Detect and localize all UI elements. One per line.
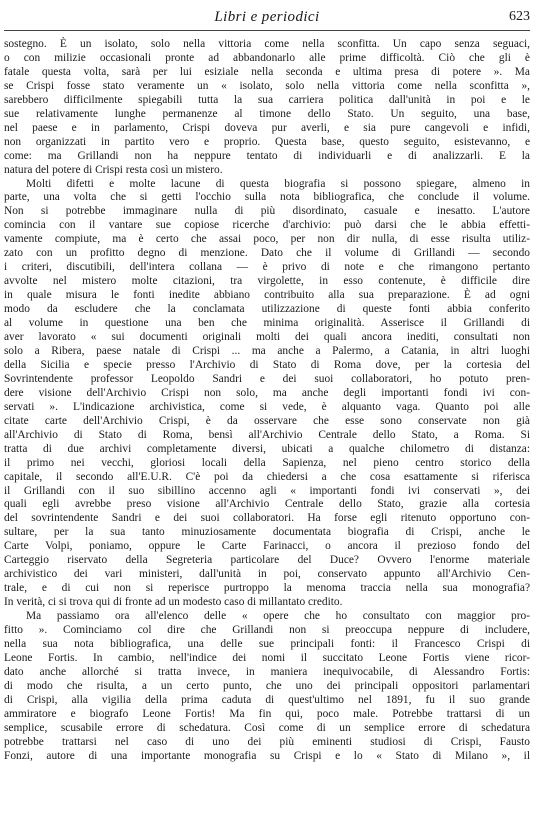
- text-line: nella sua nota bibliografica, una delle sue principali fonti: il Francesco Crispi di: [4, 637, 530, 650]
- text-line: se Crispi fosse stato veramente un « isolato, solo nella vittoria come nella sconfitta »,: [4, 79, 530, 92]
- text-line: Non si potrebbe immaginare nulla di più disordinato, casuale e inesatto. L'autore: [4, 205, 530, 218]
- text-line: Ma passiamo ora all'elenco delle « opere che ho consultato con maggior pro-: [26, 610, 530, 623]
- text-line: semplice, scusabile errore di schedatura. Così come di un semplice errore di schedatura: [4, 721, 530, 734]
- text-line: natura del potere di Crispi resta così un mistero.: [4, 163, 223, 176]
- text-line: potrebbe trattarsi nel caso di uno dei più eminenti studiosi di Crispi, Fausto: [4, 735, 530, 748]
- text-line: Leone Fortis. In cambio, nell'indice dei nomi il succitato Leone Fortis viene ricor-: [4, 651, 530, 664]
- text-line: Fonzi, autore di una importante monografia su Crispi e lo « Stato di Milano », il: [4, 749, 530, 762]
- running-header: [4, 8, 530, 31]
- text-line: Molti difetti e molte lacune di questa biografia si possono spiegare, almeno in: [26, 177, 530, 190]
- text-line: il Grillandi con il suo sibillino accenno agli « importanti fondi ivi conservati », dei: [4, 484, 530, 497]
- text-line: o con milizie occasionali pronte ad abbandonarlo alle prime difficoltà. Ciò che gli è: [4, 51, 530, 64]
- text-line: di modo che risulta, a un certo punto, che uno dei principali oppositori parlamentari: [4, 679, 530, 692]
- text-line: di Crispi, alla vigilia della prima caduta di quest'ultimo nel 1891, fu il suo grande: [4, 693, 530, 706]
- text-line: fatale questa volta, sarà per lui esiziale nella seconda e ultima presa di potere ». Ma: [4, 65, 530, 78]
- text-line: Carte Volpi, poniamo, oppure le Carte Farinacci, o ancora il prezioso fondo del: [4, 540, 530, 553]
- text-line: parte, una volta che si getti l'occhio sulla nota bibliografica, che conclude il volume.: [4, 191, 530, 204]
- text-line: della Sicilia e specie presso l'Archivio di Stato di Roma dove, per la cortesia del: [4, 358, 530, 371]
- text-line: sostegno. È un isolato, solo nella vittoria come nella sconfitta. Un capo senza seguaci,: [4, 38, 530, 50]
- text-line: servati ». L'indicazione archivistica, come si vede, è alquanto vaga. Quanto poi alle: [4, 400, 530, 413]
- text-line: in quale misura le fonti inedite abbiano contribuito alla sua preparazione. È ad ogni: [4, 289, 530, 302]
- text-line: come: ma Grillandi non ha neppure tentato di individuarli e di analizzarli. E la: [4, 149, 530, 162]
- text-line: al volume in questione una ben che minima originalità. Asserisce il Grillandi di: [4, 317, 530, 330]
- text-line: vamente compiute, ma è certo che assai poco, per non dir nulla, di esse risulta utiliz-: [4, 233, 530, 246]
- text-line: dere visione dell'Archivio Crispi non solo, ma anche degli importanti fondi ivi con-: [4, 386, 530, 399]
- text-line: quali egli avrebbe preso visione all'Archivio Centrale dello Stato, grazie alla cortesia: [4, 498, 530, 511]
- text-line: ammiratore e biografo Leone Fortis! Ma fin qui, poco male. Potrebbe trattarsi di un: [4, 707, 530, 720]
- text-line: avvolte nel mistero molte citazioni, tra virgolette, in esso contenute, è difficile dire: [4, 275, 530, 288]
- text-line: capitale, il secondo all'E.U.R. C'è poi da chiedersi a che cosa esattamente si riferisca: [4, 470, 530, 483]
- paragraph: [4, 38, 530, 178]
- text-line: i criteri, discutibili, dell'intera collana — è privo di note e che rimangono pertanto: [4, 261, 530, 274]
- text-line: sultare, per la sua tanto minuziosamente documentata biografia di Crispi, anche le: [4, 526, 530, 539]
- text-line: solo a Ribera, paese natale di Crispi ... ma anche a Palermo, a Catania, in altri luoghi: [4, 344, 530, 357]
- text-line: aver lavorato « sui documenti originali molti dei quali ancora inediti, consultati non: [4, 331, 530, 344]
- text-line: trale, e di cui non si reperisce purtroppo la menoma traccia nella sua monografia?: [4, 582, 530, 595]
- text-line: del sovrintendente Sandri e dei suoi collaboratori. Ha forse egli ritenuto opportuno con-: [4, 512, 530, 525]
- text-line: dato anche allorché si tratta invece, in maniera inequivocabile, di Alessandro Fortis:: [4, 665, 530, 678]
- text-line: citate carte dell'Archivio Crispi, è da osservare che esse sono conservate non già: [4, 414, 530, 427]
- text-line: non organizzati in partito vero e proprio. Questa base, questo seguito, esistevanno, e: [4, 135, 530, 148]
- paragraph: [4, 178, 530, 611]
- text-line: all'Archivio di Stato di Roma, bensì all'Archivio Centrale dello Stato, a Roma. Si: [4, 428, 530, 441]
- text-line: modo da escludere che la conclamata utilizzazione di queste fonti abbia conferito: [4, 303, 530, 316]
- text-line: nel paese e in parlamento, Crispi doveva pur averli, e sia pure cangevoli e infidi,: [4, 121, 530, 134]
- text-line: Carteggio riservato della Segreteria particolare del Duce? Ovvero l'enorme materiale: [4, 554, 530, 567]
- text-line: tratta di due archivi completamente diversi, ubicati a qualche chilometro di distanza:: [4, 442, 530, 455]
- text-line: In verità, ci si trova qui di fronte ad un modesto caso di millantato credito.: [4, 596, 343, 609]
- running-title: Libri e periodici: [214, 9, 320, 25]
- text-line: comincia con il vantare sue copiose ricerche d'archivio: può darsi che le abbia effetti-: [4, 219, 530, 232]
- text-line: archivistico dei vari ministeri, dall'unità in poi, conservato appunto all'Archivio Cen-: [4, 568, 530, 581]
- paragraph: [4, 610, 530, 763]
- text-line: Sovrintendente professor Leopoldo Sandri e dei suoi collaboratori, ho potuto pren-: [4, 372, 530, 385]
- text-line: zato con un profitto degno di menzione. Dato che il volume di Grillandi — secondo: [4, 247, 530, 260]
- text-line: fitto ». Cominciamo col dire che Grillandi non si preoccupa neppure di includere,: [4, 624, 530, 637]
- text-line: sarebbero difficilmente spiegabili tutta la sua carriera politica dall'unità in poi e le: [4, 93, 530, 106]
- page-number: 623: [509, 9, 530, 24]
- text-line: sue relativamente lunghe permanenze al timone dello Stato. Un seguito, una base,: [4, 107, 530, 120]
- text-line: il primo nei vecchi, gloriosi locali della Sapienza, nel pieno centro storico della: [4, 456, 530, 469]
- body-text: [4, 38, 530, 764]
